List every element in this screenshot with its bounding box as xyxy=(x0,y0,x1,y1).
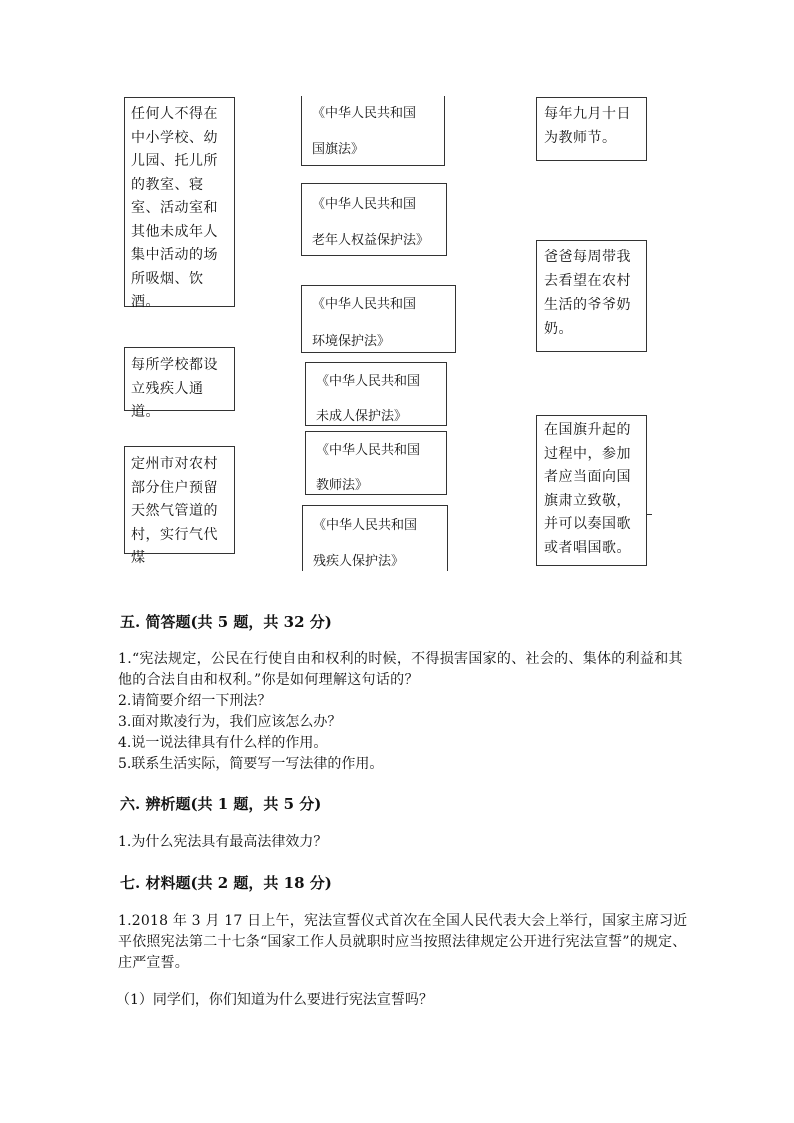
law-box-line: 《中华人民共和国 xyxy=(316,443,421,458)
section-heading: 六. 辨析题(共 1 题，共 5 分) xyxy=(120,795,322,813)
law-box-3 xyxy=(301,285,456,353)
question-text: 5.联系生活实际，简要写一写法律的作用。 xyxy=(118,756,384,772)
law-box-line: 《中华人民共和国 xyxy=(312,197,417,212)
law-box-1 xyxy=(301,96,445,166)
question-text: 1.“宪法规定，公民在行使自由和权利的时候，不得损害国家的、社会的、集体的利益和其他的合法自由和权利。”你是如何理解这句话的？ xyxy=(118,651,683,688)
question-text: 1.为什么宪法具有最高法律效力？ xyxy=(118,834,328,850)
law-box-4 xyxy=(305,362,447,426)
sub-question-text: （1）同学们，你们知道为什么要进行宪法宣誓吗？ xyxy=(116,992,433,1008)
material-text: 1.2018 年 3 月 17 日上午，宪法宣誓仪式首次在全国人民代表大会上举行，国家主席习近平依照宪法第二十七条“国家工作人员就职时应当按照法律规定公开进行宪法宣誓”的规定、庄严宣誓。 xyxy=(118,913,688,971)
left-box-text: 定州市对农村部分住户预留天然气管道的村，实行气代煤 xyxy=(131,456,218,566)
left-box-3 xyxy=(124,446,235,566)
law-box-2 xyxy=(301,183,447,256)
right-box-3 xyxy=(536,415,647,566)
right-box-text: 每年九月十日为教师节。 xyxy=(544,106,631,146)
right-box-1 xyxy=(536,97,647,161)
question-text: 4.说一说法律具有什么样的作用。 xyxy=(118,735,328,751)
law-box-line: 残疾人保护法》 xyxy=(313,554,405,569)
right-box-text: 在国旗升起的过程中，参加者应当面向国旗肃立致敬，并可以奏国歌或者唱国歌。 xyxy=(544,422,631,556)
law-box-6 xyxy=(302,505,448,571)
law-box-line: 未成人保护法》 xyxy=(316,409,408,424)
tick-mark xyxy=(647,514,652,515)
law-box-line: 《中华人民共和国 xyxy=(316,374,421,389)
left-box-text: 任何人不得在中小学校、幼儿园、托儿所的教室、寝室、活动室和其他未成年人集中活动的场所吸烟、饮酒。 xyxy=(131,106,218,310)
right-box-text: 爸爸每周带我去看望在农村生活的爷爷奶奶。 xyxy=(544,249,631,337)
section-heading: 七. 材料题(共 2 题，共 18 分) xyxy=(120,874,332,892)
question-text: 3.面对欺凌行为，我们应该怎么办？ xyxy=(118,714,342,730)
law-box-line: 老年人权益保护法》 xyxy=(312,233,430,248)
section-heading: 五. 简答题(共 5 题，共 32 分) xyxy=(120,613,332,631)
law-box-5 xyxy=(305,431,447,495)
left-box-1 xyxy=(124,97,235,310)
law-box-line: 《中华人民共和国 xyxy=(313,518,418,533)
law-box-line: 教师法》 xyxy=(316,478,369,493)
law-box-line: 《中华人民共和国 xyxy=(312,297,417,312)
law-box-line: 环境保护法》 xyxy=(312,334,391,349)
law-box-line: 国旗法》 xyxy=(312,142,365,157)
left-box-text: 每所学校都设立残疾人通道。 xyxy=(131,357,218,420)
question-text: 2.请简要介绍一下刑法？ xyxy=(118,693,272,709)
left-box-2 xyxy=(124,347,235,420)
law-box-line: 《中华人民共和国 xyxy=(312,106,417,121)
right-box-2 xyxy=(536,240,647,352)
